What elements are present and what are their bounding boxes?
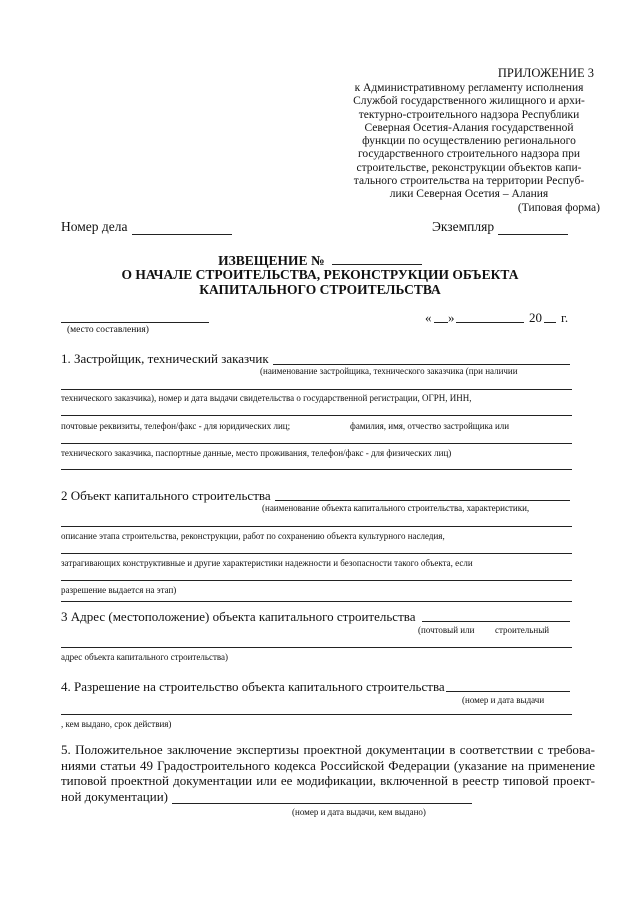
- copy-label: Экземпляр: [432, 219, 495, 234]
- notice-number-field[interactable]: [332, 252, 422, 265]
- appendix-line: государственного строительного надзора при: [357, 148, 581, 161]
- appendix-line: тектурно-строительного надзора Республики: [358, 108, 580, 121]
- appendix-line: Северная Осетия-Алания государственной: [364, 121, 574, 134]
- item1-field-line4[interactable]: [61, 443, 572, 444]
- place-field[interactable]: [61, 322, 209, 323]
- item1-field[interactable]: [273, 364, 570, 365]
- item1-hint: технического заказчика), номер и дата выдачи свидетельства о государственной регистрации, ОГРН, ИНН,: [61, 393, 472, 403]
- form-type-label: (Типовая форма): [517, 201, 600, 214]
- item4-label: 4. Разрешение на строительство объекта капитального строительства: [61, 679, 445, 694]
- item2-hint: (наименование объекта капитального строительства, характеристики,: [262, 503, 530, 513]
- item1-hint: технического заказчика, паспортные данные, место проживания, телефон/факс - для физических лиц): [61, 448, 452, 458]
- appendix-description: [338, 82, 600, 215]
- year-prefix: 20: [529, 310, 542, 325]
- item1-field-line2[interactable]: [61, 389, 572, 390]
- item3-hint: адрес объекта капитального строительства): [61, 652, 229, 662]
- place-caption: (место составления): [67, 325, 149, 335]
- item1-hint: почтовые реквизиты, телефон/факс - для юридических лиц;: [61, 421, 291, 431]
- notice-title-line2: О НАЧАЛЕ СТРОИТЕЛЬСТВА, РЕКОНСТРУКЦИИ ОБЪЕКТА: [121, 267, 519, 282]
- item5-field[interactable]: [172, 803, 472, 804]
- item2-hint: затрагивающих конструктивные и другие характеристики надежности и безопасности такого объекта, если: [61, 558, 473, 568]
- appendix-line: функции по осуществлению регионального: [362, 135, 576, 148]
- item1-field-line5[interactable]: [61, 469, 572, 470]
- item2-field-line4[interactable]: [61, 580, 572, 581]
- item2-label: 2 Объект капитального строительства: [61, 488, 271, 503]
- item3-hint: строительный: [495, 625, 550, 635]
- appendix-title: ПРИЛОЖЕНИЕ 3: [497, 66, 594, 80]
- item1-hint: фамилия, имя, отчество застройщика или: [350, 421, 510, 431]
- item3-field-line2[interactable]: [61, 647, 572, 648]
- case-number-label: Номер дела: [61, 219, 128, 234]
- item5-hint: (номер и дата выдачи, кем выдано): [292, 807, 426, 817]
- item3-field[interactable]: [422, 621, 570, 622]
- date-close-quote: »: [448, 310, 455, 325]
- appendix-line: к Административному регламенту исполнения: [354, 82, 584, 94]
- item2-hint: описание этапа строительства, реконструкции, работ по сохранению объекта культурного наследия,: [61, 531, 445, 541]
- appendix-line: тального строительства на территории Респуб-: [353, 175, 585, 188]
- notice-title-line3: КАПИТАЛЬНОГО СТРОИТЕЛЬСТВА: [199, 282, 441, 297]
- item5-paragraph: [61, 742, 595, 804]
- item2-field[interactable]: [275, 500, 570, 501]
- date-month-field[interactable]: [456, 322, 524, 323]
- item2-hint: разрешение выдается на этап): [61, 585, 177, 595]
- item5-text: 5. Положительное заключение экспертизы проектной документации в соответствии с требова-ниями статьи 49 Градостроительного кодекса Российской Федерации (указание на применение типовой проектной документации или ее модификации, включенной в реестр типовой проект-ной документации): [61, 742, 595, 804]
- item1-label: 1. Застройщик, технический заказчик: [61, 351, 269, 366]
- appendix-line: Службой государственного жилищного и архи-: [353, 95, 585, 108]
- year-suffix: г.: [561, 310, 569, 325]
- case-number-field[interactable]: [132, 234, 232, 235]
- date-open-quote: «: [425, 310, 432, 325]
- date-day-field[interactable]: [434, 322, 448, 323]
- item3-label: 3 Адрес (местоположение) объекта капитального строительства: [61, 609, 416, 624]
- appendix-line: строительстве, реконструкции объектов капи-: [356, 161, 582, 174]
- item1-hint: (наименование застройщика, технического заказчика (при наличии: [260, 366, 518, 376]
- item1-field-line3[interactable]: [61, 415, 572, 416]
- item4-field[interactable]: [446, 691, 570, 692]
- item2-field-line5[interactable]: [61, 601, 572, 602]
- copy-field[interactable]: [498, 234, 568, 235]
- item4-field-line2[interactable]: [61, 714, 572, 715]
- appendix-line: лики Северная Осетия – Алания: [389, 188, 549, 201]
- date-year-field[interactable]: [544, 322, 556, 323]
- item3-hint: (почтовый или: [418, 625, 475, 635]
- item4-hint: , кем выдано, срок действия): [61, 719, 172, 729]
- item2-field-line2[interactable]: [61, 526, 572, 527]
- notice-title-number-label: ИЗВЕЩЕНИЕ №: [218, 253, 325, 268]
- item4-hint: (номер и дата выдачи: [462, 695, 545, 705]
- item2-field-line3[interactable]: [61, 553, 572, 554]
